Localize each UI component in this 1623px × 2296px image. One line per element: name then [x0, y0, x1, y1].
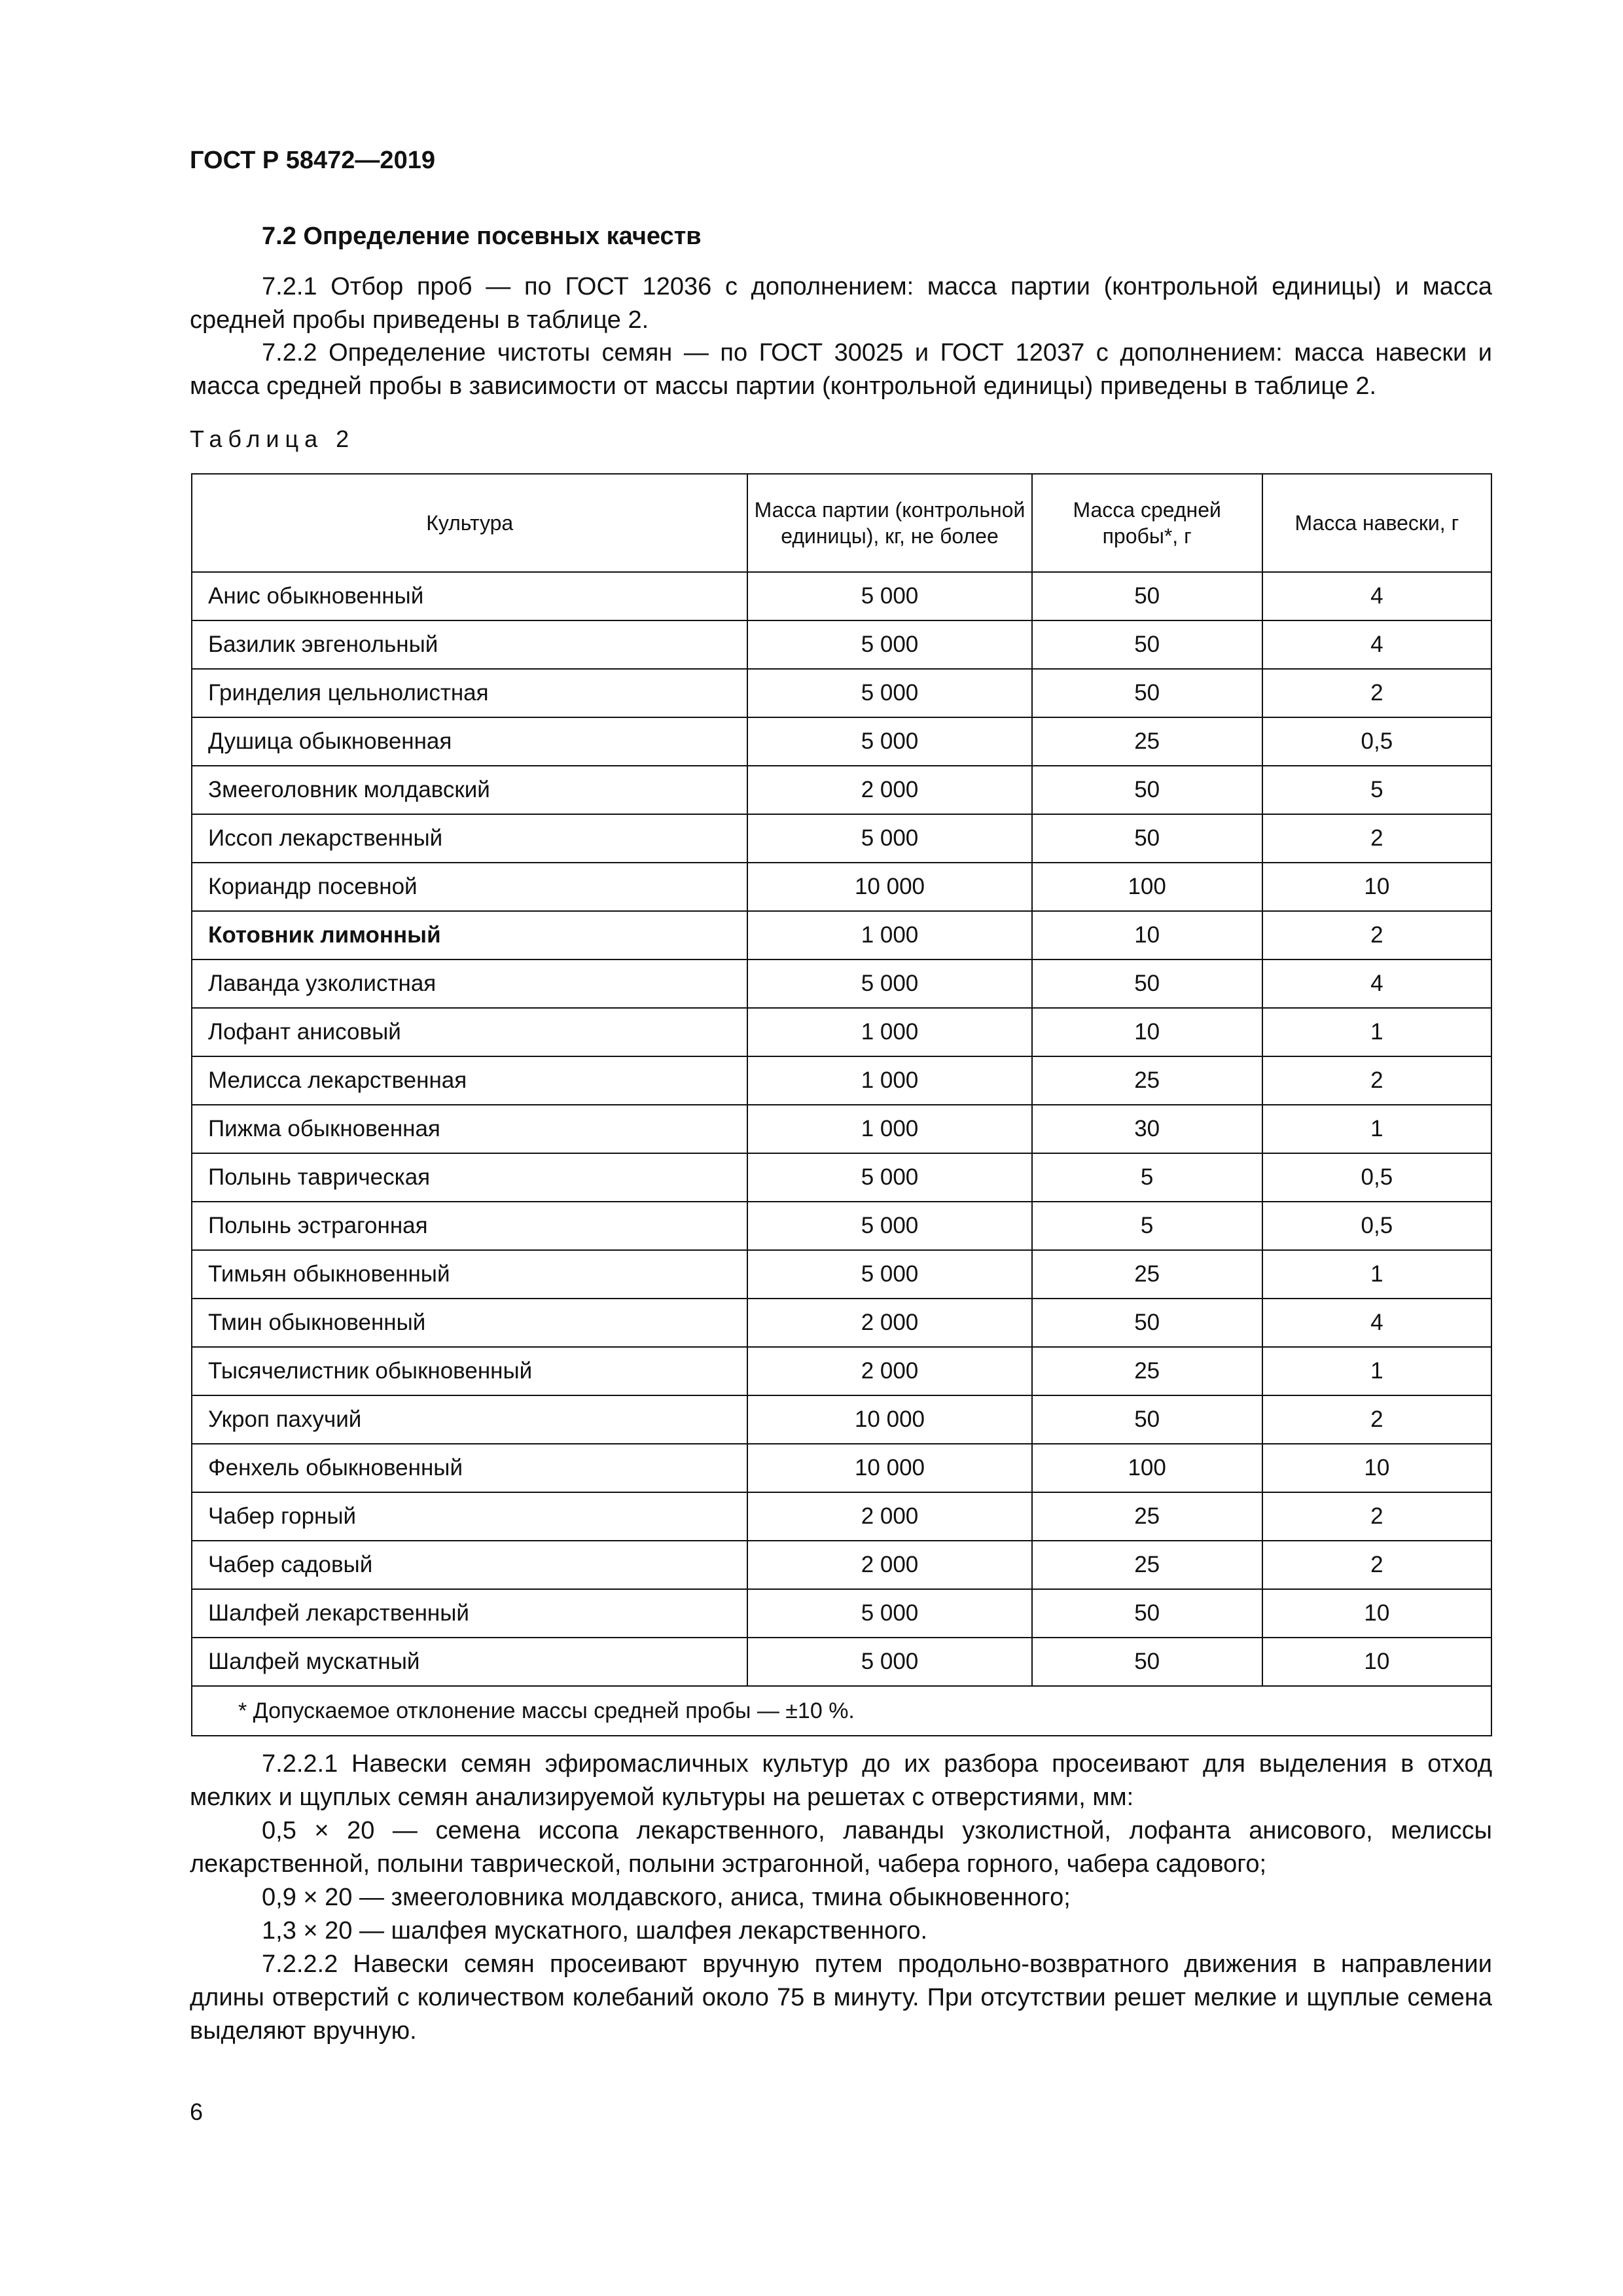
portion-mass-cell: 4	[1262, 620, 1491, 669]
portion-mass-cell: 0,5	[1262, 1153, 1491, 1202]
portion-mass-cell: 2	[1262, 1541, 1491, 1589]
table-footnote-row	[192, 1686, 1491, 1736]
header-culture: Культура	[192, 474, 747, 572]
culture-cell: Шалфей мускатный	[192, 1638, 747, 1686]
table-row	[192, 1250, 1491, 1299]
avg-sample-mass-cell: 50	[1032, 766, 1262, 814]
portion-mass-cell: 2	[1262, 1056, 1491, 1105]
culture-cell: Лофант анисовый	[192, 1008, 747, 1056]
table-row	[192, 1153, 1491, 1202]
avg-sample-mass-cell: 25	[1032, 1492, 1262, 1541]
culture-cell: Лаванда узколистная	[192, 960, 747, 1008]
paragraph-7-2-1: 7.2.1 Отбор проб — по ГОСТ 12036 с дополнением: масса партии (контрольной единицы) и масса средней пробы приведены в таблице 2.	[190, 273, 1492, 334]
portion-mass-cell: 10	[1262, 1638, 1491, 1686]
avg-sample-mass-cell: 50	[1032, 669, 1262, 717]
batch-mass-cell: 5 000	[747, 1250, 1031, 1299]
batch-mass-cell: 5 000	[747, 572, 1031, 620]
avg-sample-mass-cell: 25	[1032, 1541, 1262, 1589]
paragraph-7-2-2-1: 7.2.2.1 Навески семян эфиромасличных культур до их разбора просеивают для выделения в отход мелких и щуплых семян анализируемой культуры на решетах с отверстиями, мм:	[190, 1750, 1492, 1811]
table-row	[192, 1299, 1491, 1347]
portion-mass-cell: 0,5	[1262, 717, 1491, 766]
batch-mass-cell: 10 000	[747, 1395, 1031, 1444]
avg-sample-mass-cell: 5	[1032, 1153, 1262, 1202]
header-avg-sample-mass: Масса средней пробы*, г	[1032, 474, 1262, 572]
culture-cell: Полынь эстрагонная	[192, 1202, 747, 1250]
sieve-0-5-item: 0,5 × 20 — семена иссопа лекарственного, лаванды узколистной, лофанта анисового, мелиссы лекарственной, полыни таврической, полыни эстрагонной, чабера горного, чабера садового;	[190, 1817, 1492, 1878]
culture-cell: Тысячелистник обыкновенный	[192, 1347, 747, 1395]
table-row	[192, 669, 1491, 717]
avg-sample-mass-cell: 10	[1032, 1008, 1262, 1056]
paragraph-7-2-2-2: 7.2.2.2 Навески семян просеивают вручную путем продольно-возвратного движения в направлении длины отверстий с количеством колебаний около 75 в минуту. При отсутствии решет мелкие и щуплые семена выделяют вручную.	[190, 1950, 1492, 2045]
table-row	[192, 1202, 1491, 1250]
batch-mass-cell: 1 000	[747, 1105, 1031, 1153]
table-footnote: * Допускаемое отклонение массы средней пробы — ±10 %.	[192, 1686, 1491, 1736]
batch-mass-cell: 1 000	[747, 1056, 1031, 1105]
culture-cell: Фенхель обыкновенный	[192, 1444, 747, 1492]
portion-mass-cell: 5	[1262, 766, 1491, 814]
table-header-row	[192, 474, 1491, 572]
culture-cell: Кориандр посевной	[192, 863, 747, 911]
table-row	[192, 1395, 1491, 1444]
table-row	[192, 1105, 1491, 1153]
culture-cell: Мелисса лекарственная	[192, 1056, 747, 1105]
batch-mass-cell: 5 000	[747, 620, 1031, 669]
avg-sample-mass-cell: 25	[1032, 1250, 1262, 1299]
batch-mass-cell: 10 000	[747, 863, 1031, 911]
culture-cell: Укроп пахучий	[192, 1395, 747, 1444]
batch-mass-cell: 5 000	[747, 960, 1031, 1008]
culture-cell: Иссоп лекарственный	[192, 814, 747, 863]
culture-cell: Котовник лимонный	[192, 911, 747, 960]
portion-mass-cell: 2	[1262, 814, 1491, 863]
batch-mass-cell: 1 000	[747, 911, 1031, 960]
portion-mass-cell: 4	[1262, 572, 1491, 620]
culture-cell: Змееголовник молдавский	[192, 766, 747, 814]
table-row	[192, 572, 1491, 620]
portion-mass-cell: 2	[1262, 1395, 1491, 1444]
batch-mass-cell: 5 000	[747, 717, 1031, 766]
portion-mass-cell: 4	[1262, 1299, 1491, 1347]
table-row	[192, 1541, 1491, 1589]
portion-mass-cell: 1	[1262, 1347, 1491, 1395]
culture-cell: Полынь таврическая	[192, 1153, 747, 1202]
avg-sample-mass-cell: 25	[1032, 1347, 1262, 1395]
table-row	[192, 1638, 1491, 1686]
sieve-1-3-item: 1,3 × 20 — шалфея мускатного, шалфея лекарственного.	[262, 1917, 928, 1945]
table-row	[192, 1056, 1491, 1105]
culture-cell: Анис обыкновенный	[192, 572, 747, 620]
paragraph-7-2-2: 7.2.2 Определение чистоты семян — по ГОСТ 30025 и ГОСТ 12037 с дополнением: масса навески и масса средней пробы в зависимости от массы партии (контрольной единицы) приведены в таблице 2.	[190, 339, 1492, 400]
table-row	[192, 814, 1491, 863]
portion-mass-cell: 10	[1262, 1589, 1491, 1638]
table-row	[192, 1008, 1491, 1056]
culture-cell: Гринделия цельнолистная	[192, 669, 747, 717]
avg-sample-mass-cell: 30	[1032, 1105, 1262, 1153]
section-title: 7.2 Определение посевных качеств	[262, 223, 702, 250]
sieve-0-9-item: 0,9 × 20 — змееголовника молдавского, аниса, тмина обыкновенного;	[262, 1884, 1071, 1911]
avg-sample-mass-cell: 50	[1032, 1299, 1262, 1347]
table-row	[192, 1589, 1491, 1638]
avg-sample-mass-cell: 50	[1032, 1638, 1262, 1686]
batch-mass-cell: 2 000	[747, 1492, 1031, 1541]
culture-cell: Шалфей лекарственный	[192, 1589, 747, 1638]
table-row	[192, 717, 1491, 766]
culture-cell: Тимьян обыкновенный	[192, 1250, 747, 1299]
table-row	[192, 620, 1491, 669]
avg-sample-mass-cell: 50	[1032, 1395, 1262, 1444]
portion-mass-cell: 2	[1262, 1492, 1491, 1541]
avg-sample-mass-cell: 50	[1032, 1589, 1262, 1638]
avg-sample-mass-cell: 100	[1032, 863, 1262, 911]
portion-mass-cell: 2	[1262, 669, 1491, 717]
avg-sample-mass-cell: 5	[1032, 1202, 1262, 1250]
culture-cell: Чабер садовый	[192, 1541, 747, 1589]
table-row	[192, 1347, 1491, 1395]
batch-mass-cell: 5 000	[747, 1589, 1031, 1638]
culture-cell: Тмин обыкновенный	[192, 1299, 747, 1347]
batch-mass-cell: 2 000	[747, 1347, 1031, 1395]
header-portion-mass: Масса навески, г	[1262, 474, 1491, 572]
culture-cell: Чабер горный	[192, 1492, 747, 1541]
avg-sample-mass-cell: 50	[1032, 572, 1262, 620]
portion-mass-cell: 0,5	[1262, 1202, 1491, 1250]
seed-mass-table	[191, 473, 1492, 1736]
portion-mass-cell: 4	[1262, 960, 1491, 1008]
avg-sample-mass-cell: 25	[1032, 717, 1262, 766]
avg-sample-mass-cell: 25	[1032, 1056, 1262, 1105]
table-caption: Таблица 2	[190, 425, 355, 452]
culture-cell: Пижма обыкновенная	[192, 1105, 747, 1153]
batch-mass-cell: 1 000	[747, 1008, 1031, 1056]
batch-mass-cell: 5 000	[747, 1153, 1031, 1202]
culture-cell: Базилик эвгенольный	[192, 620, 747, 669]
header-batch-mass: Масса партии (контрольной единицы), кг, не более	[747, 474, 1031, 572]
avg-sample-mass-cell: 50	[1032, 814, 1262, 863]
page-number: 6	[190, 2098, 204, 2125]
avg-sample-mass-cell: 10	[1032, 911, 1262, 960]
batch-mass-cell: 2 000	[747, 766, 1031, 814]
portion-mass-cell: 1	[1262, 1250, 1491, 1299]
batch-mass-cell: 5 000	[747, 814, 1031, 863]
batch-mass-cell: 5 000	[747, 669, 1031, 717]
table-row	[192, 1492, 1491, 1541]
portion-mass-cell: 10	[1262, 863, 1491, 911]
table-row	[192, 960, 1491, 1008]
portion-mass-cell: 1	[1262, 1008, 1491, 1056]
batch-mass-cell: 10 000	[747, 1444, 1031, 1492]
table-row	[192, 766, 1491, 814]
table-row	[192, 1444, 1491, 1492]
avg-sample-mass-cell: 100	[1032, 1444, 1262, 1492]
document-code: ГОСТ Р 58472—2019	[190, 147, 435, 174]
table-row	[192, 911, 1491, 960]
portion-mass-cell: 1	[1262, 1105, 1491, 1153]
culture-cell: Душица обыкновенная	[192, 717, 747, 766]
avg-sample-mass-cell: 50	[1032, 960, 1262, 1008]
portion-mass-cell: 10	[1262, 1444, 1491, 1492]
batch-mass-cell: 2 000	[747, 1299, 1031, 1347]
avg-sample-mass-cell: 50	[1032, 620, 1262, 669]
table-row	[192, 863, 1491, 911]
portion-mass-cell: 2	[1262, 911, 1491, 960]
batch-mass-cell: 2 000	[747, 1541, 1031, 1589]
batch-mass-cell: 5 000	[747, 1638, 1031, 1686]
batch-mass-cell: 5 000	[747, 1202, 1031, 1250]
